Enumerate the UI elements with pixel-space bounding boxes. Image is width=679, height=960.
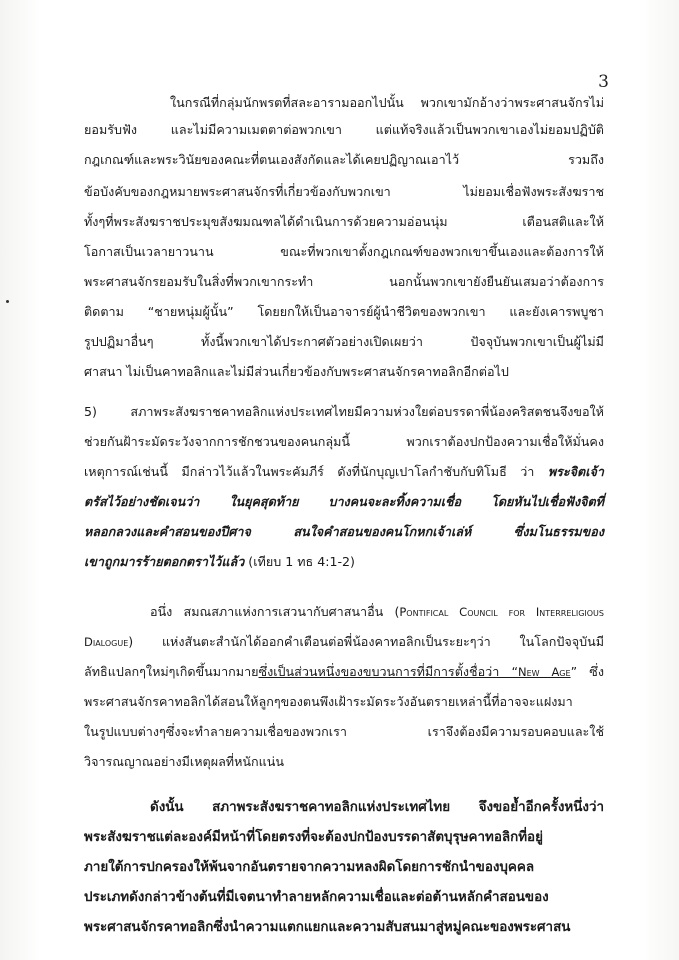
- para1-line-6: โอกาสเป็นเวลายาวนาน ขณะที่พวกเขาตั้งกฎเกณฑ์ของพวกเขาขึ้นเองและต้องการให้: [84, 244, 604, 259]
- para1-line-2: ยอมรับฟัง และไม่มีความเมตตาต่อพวกเขา แต่แท้จริงแล้วเป็นพวกเขาเองไม่ยอมปฏิบัติ: [84, 122, 604, 137]
- para2-line-3-text: เหตุการณ์เช่นนี้ มีกล่าวไว้แล้วในพระคัมภีร์ ดังที่นักบุญเปาโลกำชับกับทิโมธี ว่า: [84, 464, 548, 479]
- para4-line-2: พระสังฆราชแต่ละองค์มีหน้าที่โดยตรงที่จะต้องปกป้องบรรดาสัตบุรุษคาทอลิกที่อยู่: [84, 830, 543, 845]
- para4-line-1: ดังนั้น สภาพระสังฆราชคาทอลิกแห่งประเทศไทย จึงขอย้ำอีกครั้งหนึ่งว่า: [150, 800, 604, 815]
- scripture-quote-end: เขาถูกมารร้ายตอกตราไว้แล้ว: [84, 554, 245, 569]
- new-age-phrase: [259, 664, 571, 679]
- para1-line-3: กฎเกณฑ์และพระวินัยของคณะที่ตนเองสังกัดและได้เคยปฏิญาณเอาไว้ รวมถึง: [84, 152, 604, 167]
- page-number: 3: [598, 72, 609, 92]
- scripture-quote-start: พระจิตเจ้า: [547, 464, 604, 479]
- new-age-intro: ซึ่งเป็นส่วนหนึ่งของขบวนการที่มีการตั้งชื่อว่า “: [258, 664, 519, 679]
- para3-line-6: วิจารณญาณอย่างมีเหตุผลที่หนักแน่น: [84, 754, 284, 769]
- scripture-quote-line-3: หลอกลวงและคำสอนของปีศาจ สนใจคำสอนของคนโกหกเจ้าเล่ห์ ซึ่งมโนธรรมของ: [84, 524, 604, 539]
- para3-line-3-end: ” ซึ่ง: [570, 664, 604, 679]
- para1-line-1: ในกรณีที่กลุ่มนักพรตที่สละอารามออกไปนั้น พวกเขามักอ้างว่าพระศาสนจักรไม่: [170, 95, 604, 110]
- para3-line-1: [150, 604, 604, 620]
- para4-line-3: ภายใต้การปกครองให้พ้นจากอันตรายจากความหลงผิดโดยการชักนำของบุคคล: [84, 860, 535, 875]
- para2-line-1: 5) สภาพระสังฆราชคาทอลิกแห่งประเทศไทยมีความห่วงใยต่อบรรดาพี่น้องคริสตชนจึงขอให้: [84, 404, 604, 419]
- para1-line-4: ข้อบังคับของกฎหมายพระศาสนจักรที่เกี่ยวข้องกับพวกเขา ไม่ยอมเชื่อฟังพระสังฆราช: [84, 184, 604, 199]
- new-age-term: New Age: [518, 665, 571, 679]
- para2-line-3: [84, 464, 604, 480]
- para2-line-6: [84, 554, 604, 570]
- para1-line-9: รูปปฏิมาอื่นๆ ทั้งนี้พวกเขาได้ประกาศตัวอย่างเปิดเผยว่า ปัจจุบันพวกเขาเป็นผู้ไม่มี: [84, 334, 604, 349]
- para1-line-8: ติดตาม “ชายหนุ่มผู้นั้น” โดยยกให้เป็นอาจารย์ผู้นำชีวิตของพวกเขา และยังเคารพบูชา: [84, 304, 604, 319]
- council-name-end: Dialogue: [84, 635, 129, 649]
- scripture-quote-line-2: ตรัสไว้อย่างชัดเจนว่า ในยุคสุดท้าย บางคนจะละทิ้งความเชื่อ โดยหันไปเชื่อฟังจิตที่: [84, 494, 604, 509]
- para3-line-3: [84, 664, 604, 680]
- para3-line-2-text: ) แห่งสันตะสำนักได้ออกคำเตือนต่อพี่น้องคาทอลิกเป็นระยะๆว่า ในโลกปัจจุบันมี: [128, 634, 604, 649]
- para1-line-10: ศาสนา ไม่เป็นคาทอลิกและไม่มีส่วนเกี่ยวข้องกับพระศาสนจักรคาทอลิกอีกต่อไป: [84, 364, 509, 379]
- para1-line-5: ทั้งๆที่พระสังฆราชประมุขสังฆมณฑลได้ดำเนินการด้วยความอ่อนนุ่ม เตือนสติและให้: [84, 214, 604, 229]
- council-name: Pontifical Council for Interreligious: [399, 605, 604, 619]
- para4-line-4: ประเภทดังกล่าวข้างต้นที่มีเจตนาทำลายหลักความเชื่อและต่อต้านหลักคำสอนของ: [84, 890, 549, 905]
- scan-mark: [6, 300, 9, 303]
- para3-line-5: ในรูปแบบต่างๆซึ่งจะทำลายความเชื่อของพวกเรา เราจึงต้องมีความรอบคอบและใช้: [84, 724, 604, 739]
- para2-line-2: ช่วยกันฝ้าระมัดระวังจากการชักชวนของคนกลุ่มนี้ พวกเราต้องปกป้องความเชื่อให้มั่นคง: [84, 434, 604, 449]
- para3-line-1-text: อนึ่ง สมณสภาแห่งการเสวนากับศาสนาอื่น (: [150, 604, 400, 619]
- para3-line-4: พระศาสนจักรคาทอลิกได้สอนให้ลูกๆของตนพึงเฝ้าระมัดระวังอันตรายเหล่านี้ที่อาจจะแฝงมา: [84, 694, 573, 709]
- para3-line-2: [84, 634, 604, 650]
- scripture-reference: (เทียบ 1 ทธ 4:1-2): [244, 554, 355, 569]
- para3-line-3-text: ลัทธิแปลกๆใหม่ๆเกิดขึ้นมากมาย: [84, 664, 259, 679]
- para4-line-5: พระศาสนจักรคาทอลิกซึ่งนำความแตกแยกและความสับสนมาสู่หมู่คณะของพระศาสน: [84, 920, 571, 935]
- para1-line-7: พระศาสนจักรยอมรับในสิ่งที่พวกเขากระทำ นอกนั้นพวกเขายังยืนยันเสมอว่าต้องการ: [84, 274, 604, 289]
